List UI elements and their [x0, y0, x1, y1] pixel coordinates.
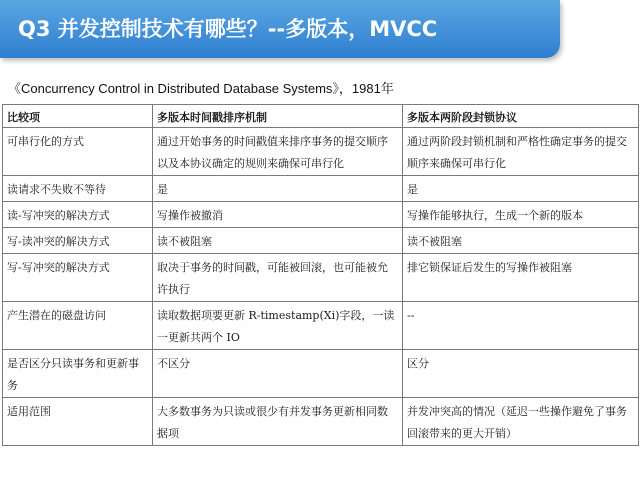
table-row	[3, 302, 639, 350]
column-header: 比较项	[3, 105, 153, 128]
table-row	[3, 398, 639, 446]
title-banner	[0, 0, 560, 58]
table-cell: 产生潜在的磁盘访问	[3, 302, 153, 350]
table-row	[3, 202, 639, 228]
table-cell: 读不被阻塞	[403, 228, 639, 254]
table-row	[3, 228, 639, 254]
table-cell: 通过开始事务的时间戳值来排序事务的提交顺序以及本协议确定的规则来确保可串行化	[153, 128, 403, 176]
table-cell: 取决于事务的时间戳，可能被回滚，也可能被允许执行	[153, 254, 403, 302]
table-cell: --	[403, 302, 639, 350]
table-cell: 读-写冲突的解决方式	[3, 202, 153, 228]
table-row	[3, 128, 639, 176]
table-cell: 不区分	[153, 350, 403, 398]
table-cell: 区分	[403, 350, 639, 398]
table-row	[3, 176, 639, 202]
table-cell: 是	[403, 176, 639, 202]
table-row	[3, 350, 639, 398]
comparison-table	[2, 104, 639, 446]
table-cell: 排它锁保证后发生的写操作被阻塞	[403, 254, 639, 302]
table-cell: 读不被阻塞	[153, 228, 403, 254]
table-cell: 是否区分只读事务和更新事务	[3, 350, 153, 398]
table-cell: 大多数事务为只读或很少有并发事务更新相同数据项	[153, 398, 403, 446]
table-cell: 写操作能够执行，生成一个新的版本	[403, 202, 639, 228]
table-cell: 并发冲突高的情况（延迟一些操作避免了事务回滚带来的更大开销）	[403, 398, 639, 446]
table-cell: 是	[153, 176, 403, 202]
page-title: Q3 并发控制技术有哪些？--多版本，MVCC	[18, 17, 438, 41]
table-cell: 读请求不失败不等待	[3, 176, 153, 202]
table-cell: 写-写冲突的解决方式	[3, 254, 153, 302]
table-cell: 适用范围	[3, 398, 153, 446]
table-cell: 通过两阶段封锁机制和严格性确定事务的提交顺序来确保可串行化	[403, 128, 639, 176]
table-header-row	[3, 105, 639, 128]
table-cell: 写-读冲突的解决方式	[3, 228, 153, 254]
table-cell: 读取数据项要更新 R-timestamp(Xi)字段，一读一更新共两个 IO	[153, 302, 403, 350]
table-cell: 可串行化的方式	[3, 128, 153, 176]
table-row	[3, 254, 639, 302]
column-header: 多版本两阶段封锁协议	[403, 105, 639, 128]
table-cell: 写操作被撤消	[153, 202, 403, 228]
column-header: 多版本时间戳排序机制	[153, 105, 403, 128]
source-citation: 《Concurrency Control in Distributed Database Systems》，1981年	[8, 81, 394, 96]
